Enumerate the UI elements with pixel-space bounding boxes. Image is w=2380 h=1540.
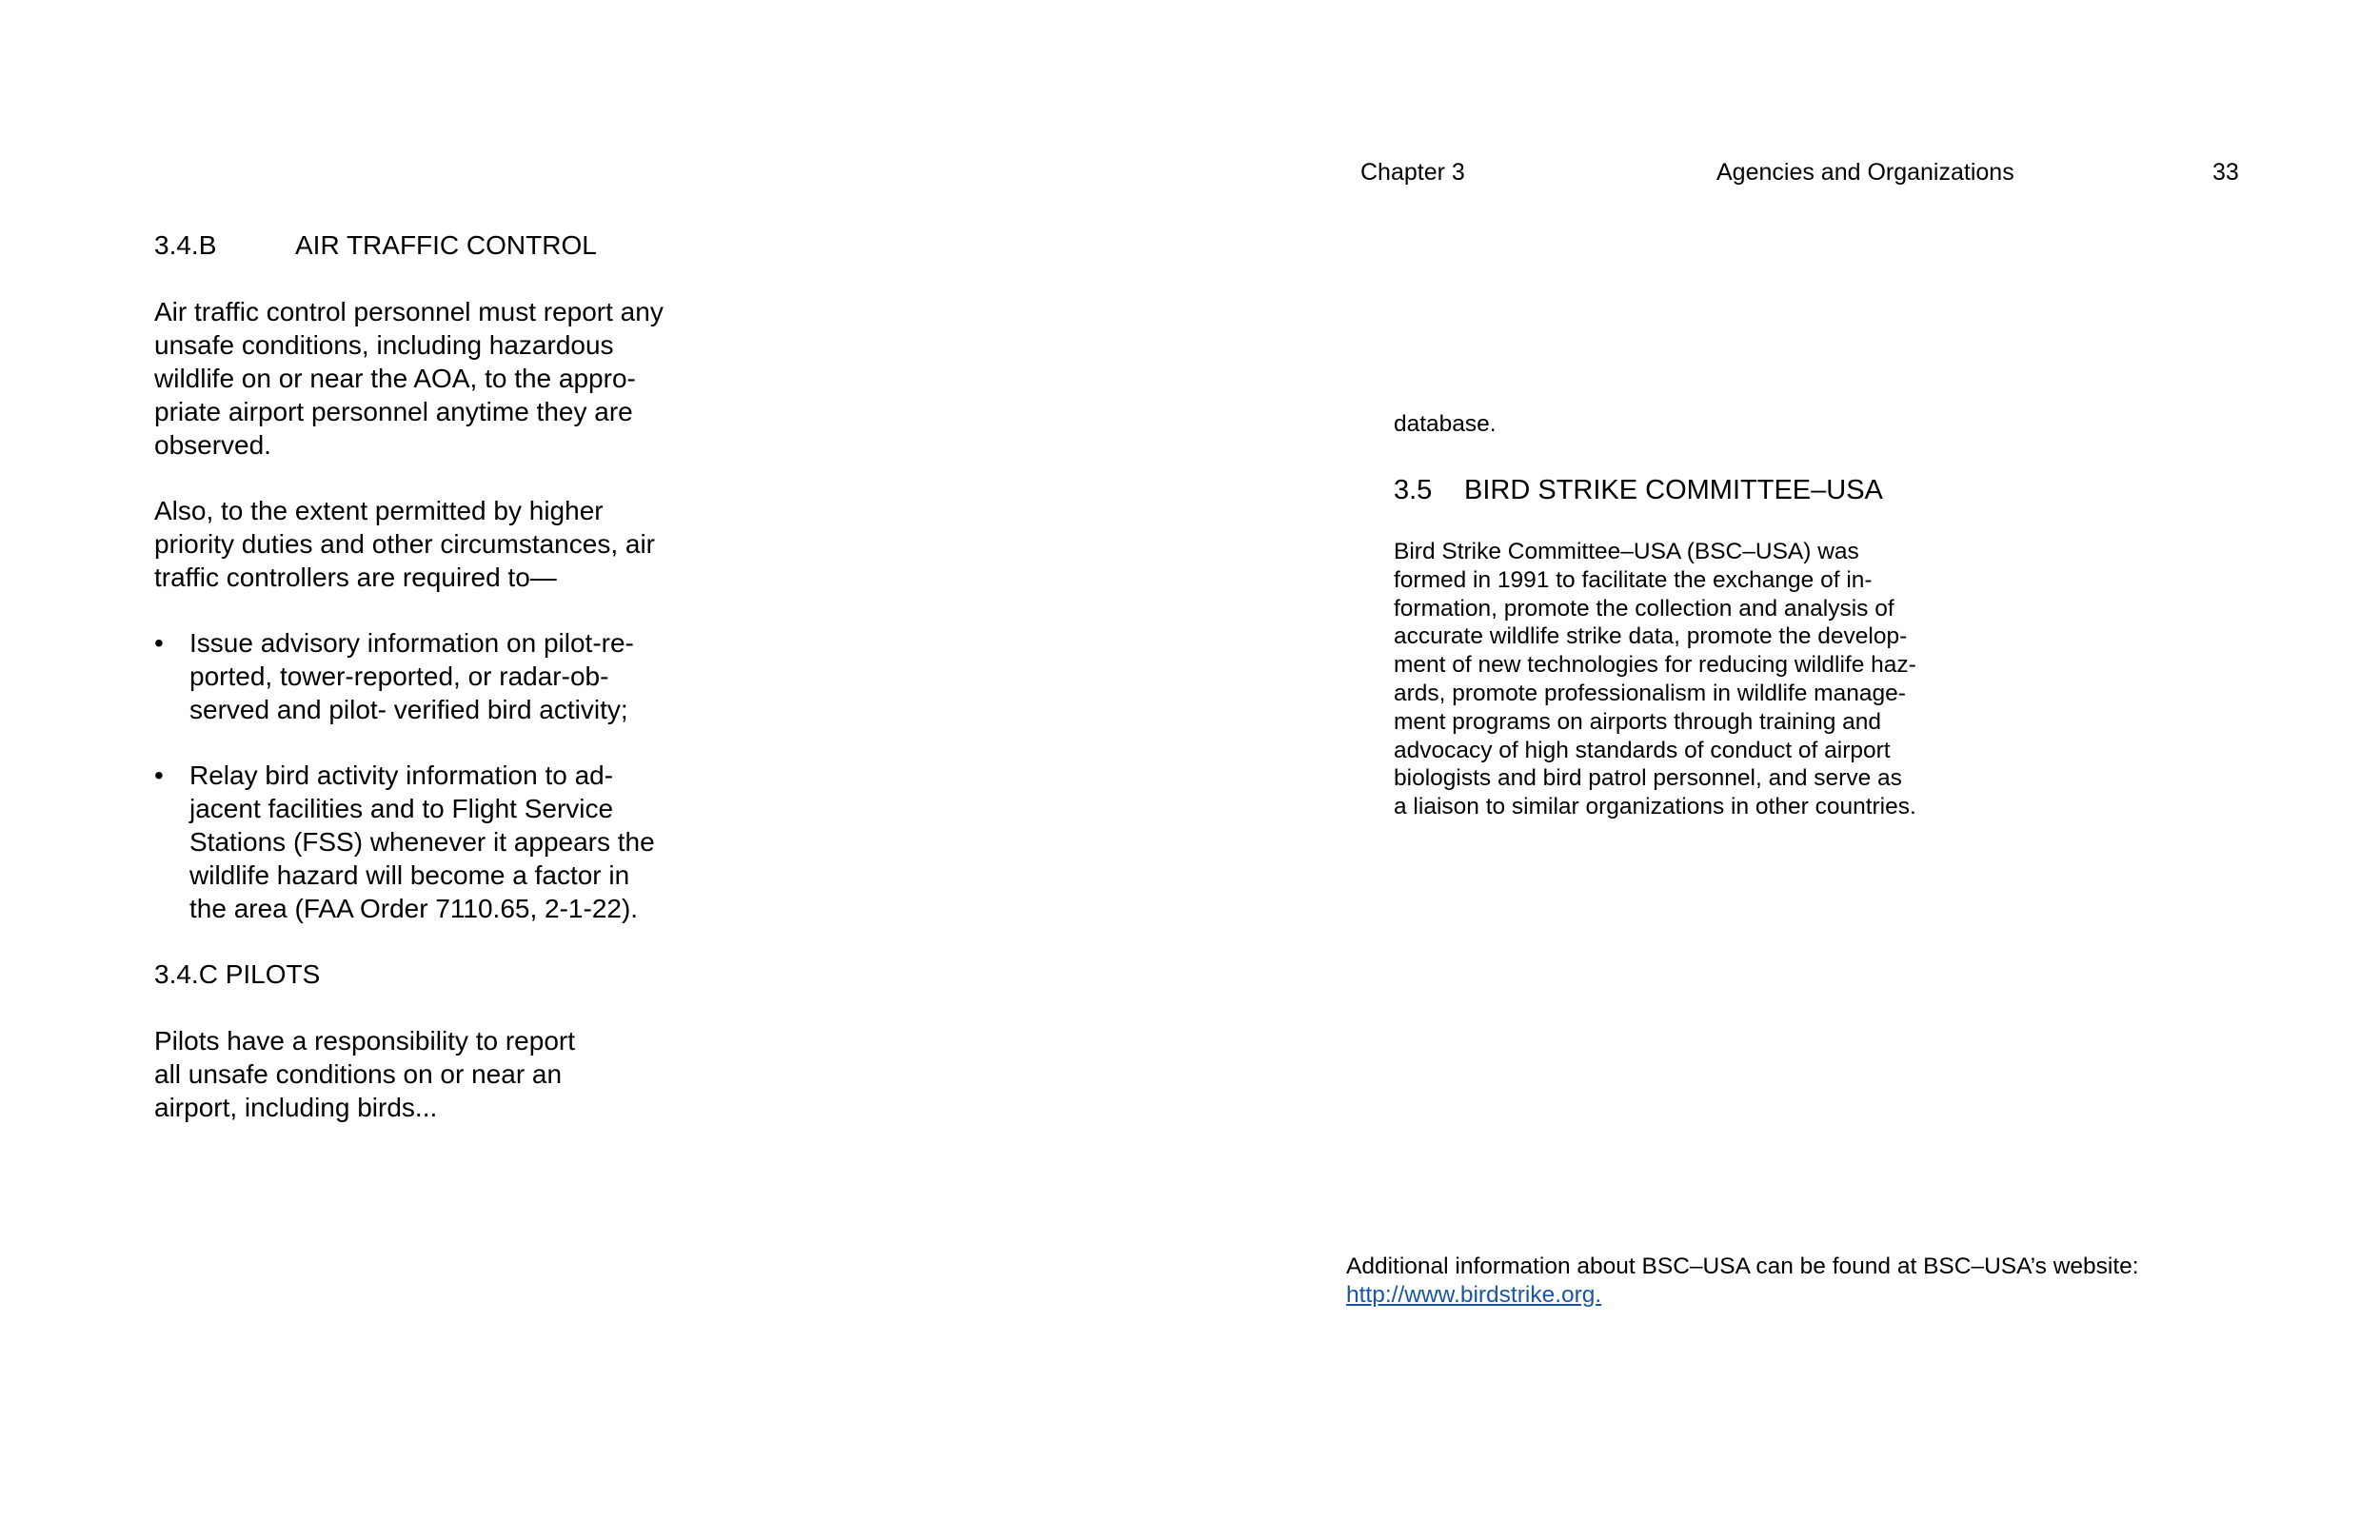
text-line: served and pilot- verified bird activity;	[189, 695, 628, 724]
pilots-heading: 3.4.C PILOTS	[154, 959, 321, 989]
bsc-paragraph	[1394, 538, 1916, 821]
text-line: airport, including birds...	[154, 1093, 438, 1122]
atc-heading-number: 3.4.B	[154, 230, 217, 260]
text-line: unsafe conditions, including hazardous	[154, 330, 614, 360]
continued-text	[1394, 410, 1497, 439]
text-line: Also, to the extent permitted by higher	[154, 496, 604, 525]
running-header-title: Agencies and Organizations	[1716, 159, 2014, 186]
text-line: Issue advisory information on pilot-re-	[189, 628, 634, 658]
text-line: wildlife hazard will become a factor in	[189, 860, 630, 890]
text-line: biologists and bird patrol personnel, and serve as	[1394, 765, 1902, 792]
bullet-marker: •	[154, 760, 164, 790]
text-line: all unsafe conditions on or near an	[154, 1059, 563, 1089]
text-line: Pilots have a responsibility to report	[154, 1026, 575, 1056]
running-header-chapter: Chapter 3	[1360, 159, 1465, 186]
text-line: priority duties and other circumstances, air	[154, 529, 655, 559]
text-line: priate airport personnel anytime they are	[154, 397, 633, 426]
text-line: observed.	[154, 430, 271, 460]
text-line: Stations (FSS) whenever it appears the	[189, 827, 655, 857]
text-line: the area (FAA Order 7110.65, 2-1-22).	[189, 894, 639, 923]
additional-info	[1346, 1253, 2139, 1310]
text-line: Air traffic control personnel must report any	[154, 297, 664, 326]
text-line: jacent facilities and to Flight Service	[189, 794, 614, 823]
text-line: formation, promote the collection and analysis of	[1394, 595, 1894, 622]
text-line: accurate wildlife strike data, promote the develop-	[1394, 623, 1908, 650]
text-line: a liaison to similar organizations in other countries.	[1394, 794, 1916, 820]
bullet-marker: •	[154, 628, 164, 658]
additional-info-text: Additional information about BSC–USA can be found at BSC–USA’s website:	[1346, 1254, 2139, 1279]
text-line: ards, promote professionalism in wildlife manage-	[1394, 680, 1906, 706]
text-line: database.	[1394, 411, 1497, 437]
pilots-paragraph	[154, 1024, 575, 1124]
also-paragraph	[154, 494, 655, 594]
text-line: ported, tower-reported, or radar-ob-	[189, 661, 609, 691]
text-line: formed in 1991 to facilitate the exchange of in-	[1394, 566, 1873, 593]
text-line: advocacy of high standards of conduct of airport	[1394, 737, 1891, 763]
text-line: wildlife on or near the AOA, to the appro-	[154, 364, 636, 393]
atc-heading-title: AIR TRAFFIC CONTROL	[295, 230, 597, 260]
bullet-item-1	[189, 626, 634, 726]
bullet-item-2	[189, 759, 655, 925]
text-line: ment programs on airports through training and	[1394, 708, 1882, 735]
page-number: 33	[2212, 159, 2239, 186]
text-line: ment of new technologies for reducing wildlife haz-	[1394, 652, 1916, 679]
bsc-heading-title: BIRD STRIKE COMMITTEE–USA	[1464, 475, 1883, 505]
text-line: Relay bird activity information to ad-	[189, 760, 614, 790]
website-link[interactable]: http://www.birdstrike.org.	[1346, 1281, 1602, 1308]
text-line: Bird Strike Committee–USA (BSC–USA) was	[1394, 539, 1859, 564]
text-line: traffic controllers are required to—	[154, 563, 557, 592]
bsc-heading-number: 3.5	[1394, 475, 1433, 505]
atc-paragraph	[154, 295, 664, 462]
